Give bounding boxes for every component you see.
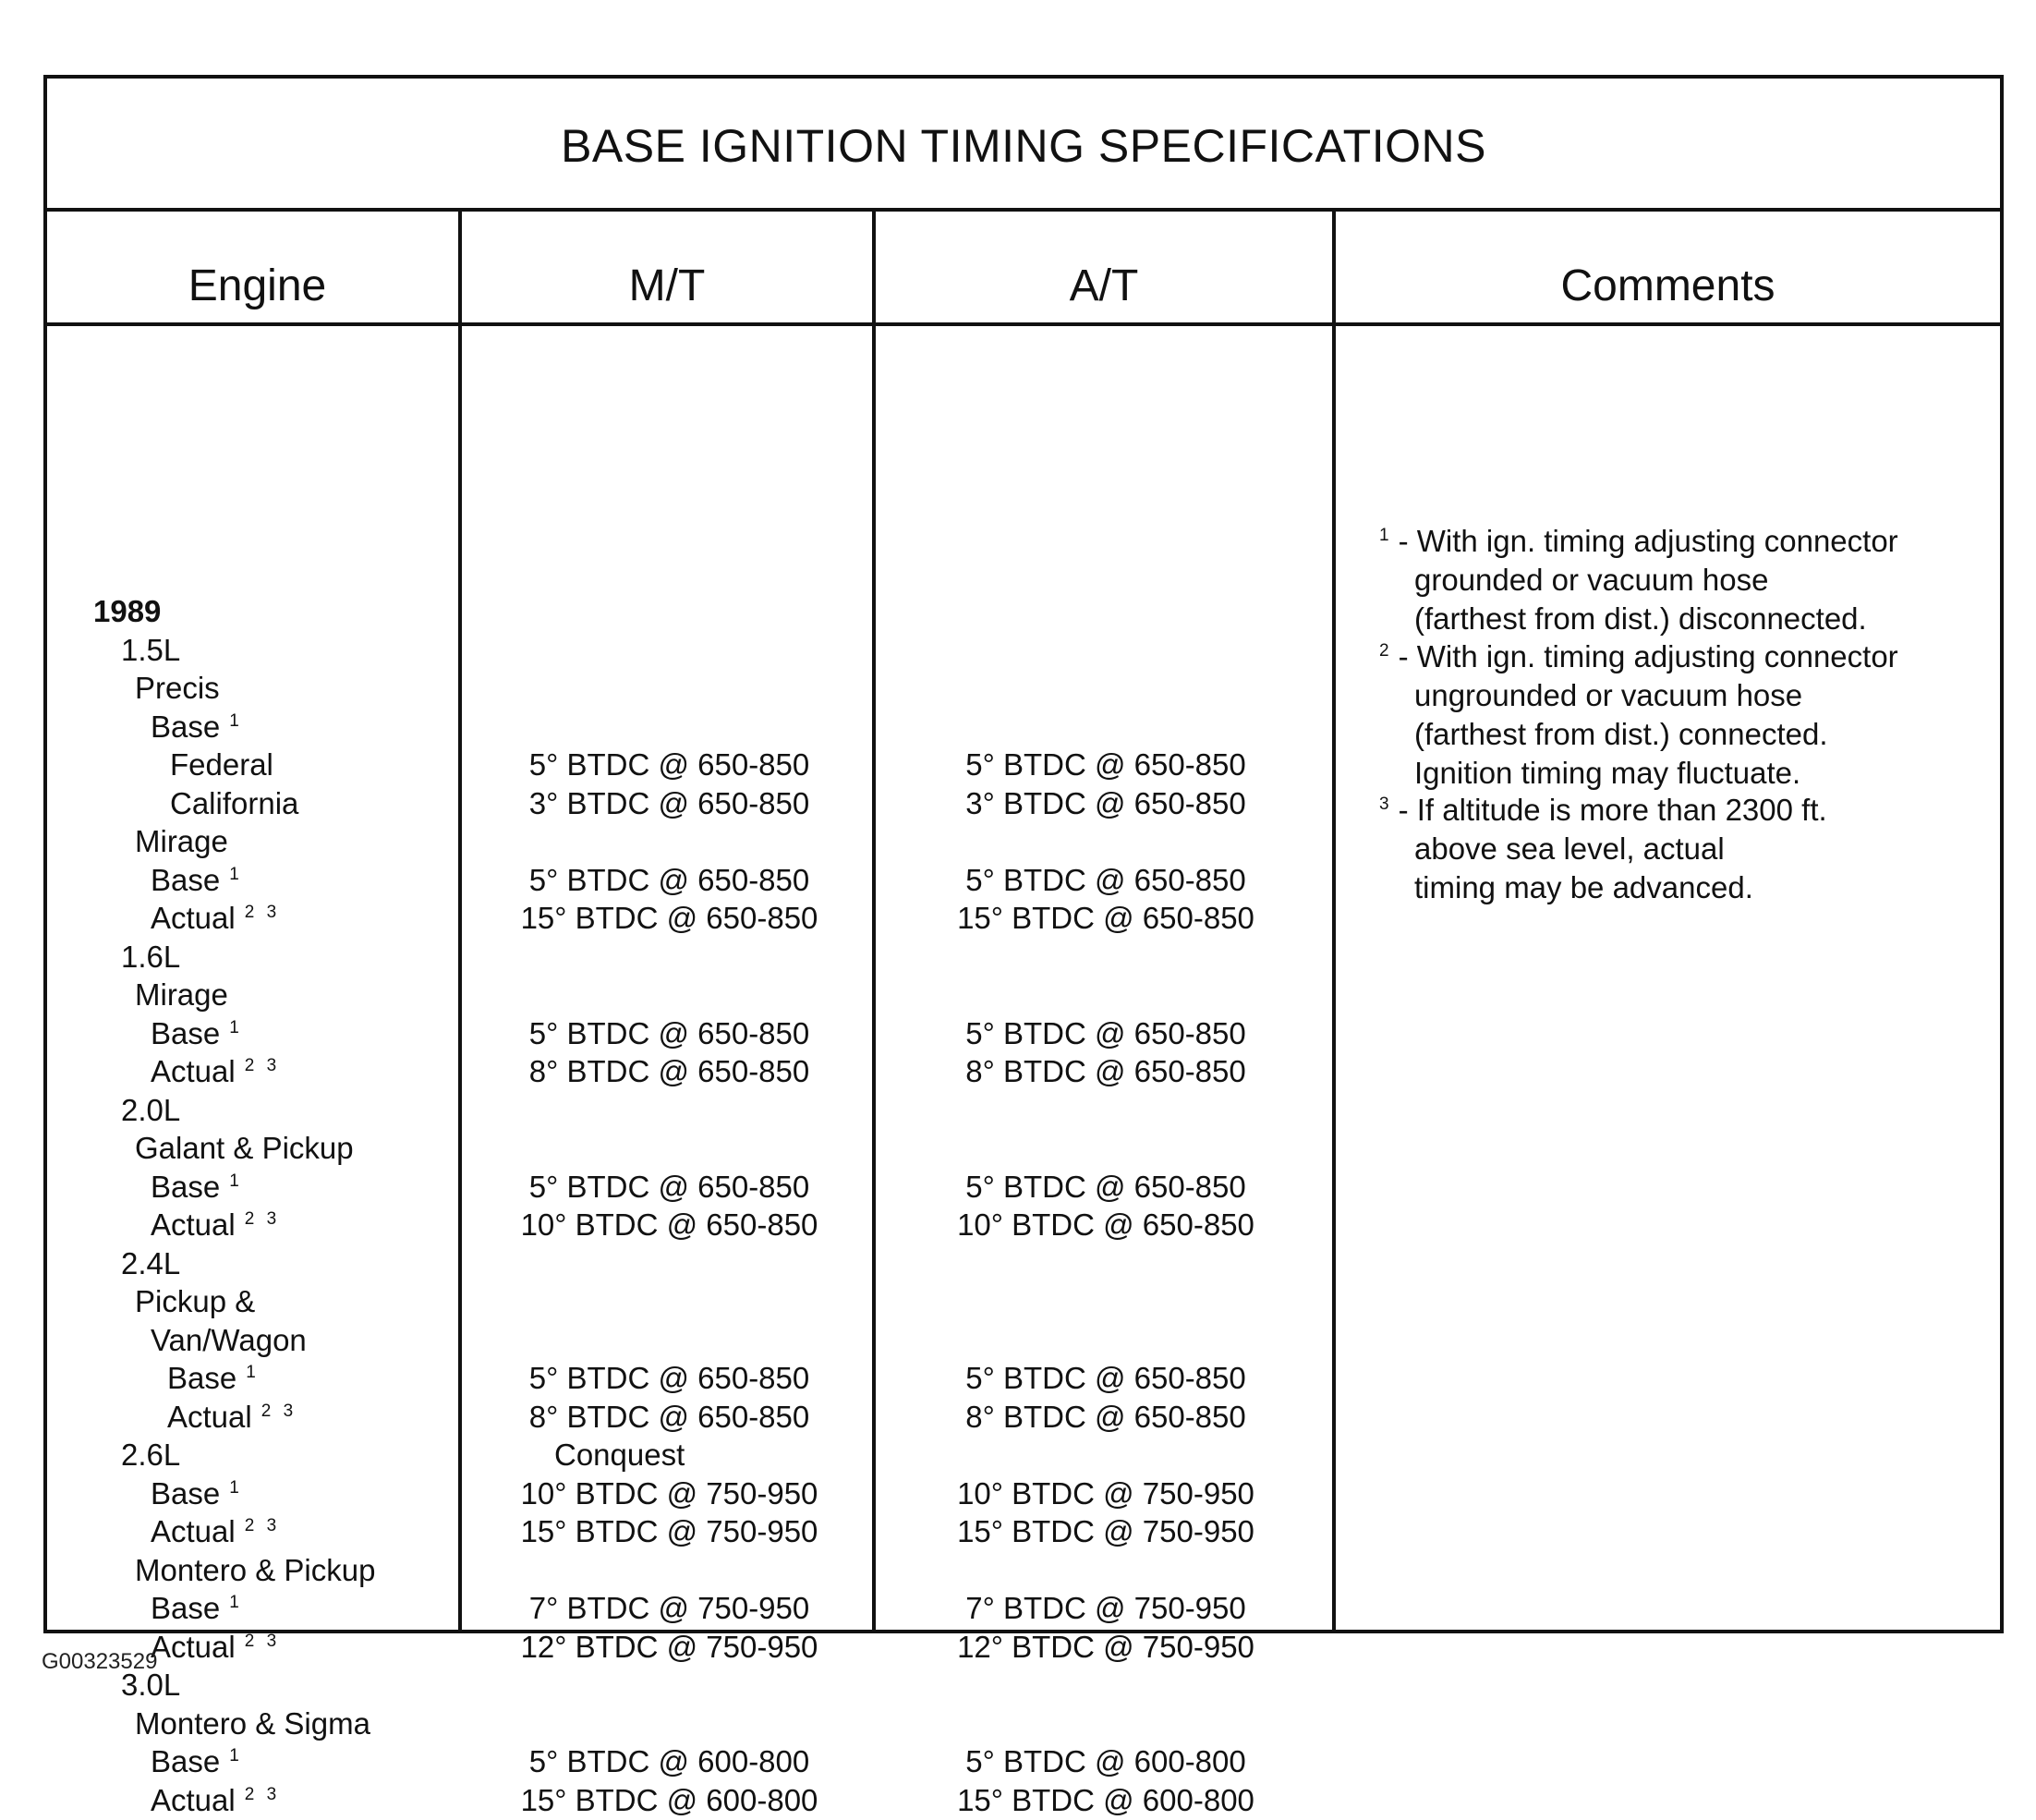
footnote-marker: 1 xyxy=(229,864,243,884)
mt-value: 8° BTDC @ 650-850 xyxy=(528,1399,810,1434)
footnote-marker: 1 xyxy=(229,710,243,731)
mt-value: 3° BTDC @ 650-850 xyxy=(528,785,810,820)
table-title: BASE IGNITION TIMING SPECIFICATIONS xyxy=(47,79,2000,212)
mt-value: 5° BTDC @ 650-850 xyxy=(528,862,810,897)
footnote xyxy=(1379,791,1827,907)
engine-label-text: Actual xyxy=(167,1399,252,1434)
mt-value: 5° BTDC @ 650-850 xyxy=(528,1169,810,1204)
footnote-line xyxy=(1379,791,1827,830)
engine-label-text: Base xyxy=(167,1361,237,1395)
engine-label-text: Base xyxy=(151,1591,221,1625)
footnote-marker: 2 3 xyxy=(261,1401,297,1421)
at-value: 5° BTDC @ 600-800 xyxy=(965,1744,1246,1778)
engine-row-label xyxy=(135,1705,370,1743)
footnote-marker: 1 xyxy=(229,1171,243,1191)
footnote-line: above sea level, actual xyxy=(1414,831,1725,866)
at-value: 3° BTDC @ 650-850 xyxy=(965,785,1246,820)
engine-row-label xyxy=(135,1129,354,1168)
footnote-line: grounded or vacuum hose xyxy=(1414,563,1769,597)
at-value: 5° BTDC @ 650-850 xyxy=(965,747,1246,782)
footnote-number: 2 xyxy=(1379,640,1389,661)
comments-header: Comments xyxy=(1336,212,2000,326)
mt-value: 15° BTDC @ 750-950 xyxy=(520,1514,818,1548)
footnote-marker: 2 3 xyxy=(244,1209,281,1229)
mt-header: M/T xyxy=(462,212,872,326)
at-value: 10° BTDC @ 750-950 xyxy=(957,1475,1254,1511)
footnote-text: - With ign. timing adjusting connector xyxy=(1398,638,1898,673)
engine-label-text: Actual xyxy=(151,1207,236,1242)
comments-column xyxy=(1336,212,2000,1630)
engine-label-text: Base xyxy=(151,1475,221,1511)
engine-row-label xyxy=(151,708,243,746)
engine-label-text: 1.5L xyxy=(121,632,181,667)
engine-label-text: Actual xyxy=(151,1514,236,1548)
engine-label-text: 2.6L xyxy=(121,1438,181,1472)
mt-column xyxy=(462,212,876,1817)
footnote-marker: 1 xyxy=(229,1477,243,1498)
engine-label-text: Base xyxy=(151,1744,221,1778)
engine-row-label xyxy=(135,976,228,1014)
engine-row-label xyxy=(151,1014,243,1053)
footnote xyxy=(1379,522,1898,638)
engine-row-label xyxy=(121,1091,180,1130)
engine-row-label xyxy=(135,1551,375,1590)
engine-row-label xyxy=(170,746,273,784)
footnote-text: - With ign. timing adjusting connector xyxy=(1398,524,1898,558)
at-column xyxy=(876,212,1336,1817)
at-value: 7° BTDC @ 750-950 xyxy=(965,1591,1246,1625)
engine-row-label xyxy=(151,1742,243,1781)
mt-value: 8° BTDC @ 650-850 xyxy=(528,1054,810,1088)
mt-value: Conquest xyxy=(554,1438,685,1472)
engine-label-text: 1.6L xyxy=(121,939,181,974)
engine-row-label xyxy=(93,592,161,631)
engine-label-text: Actual xyxy=(151,1629,236,1664)
engine-row-label xyxy=(167,1398,297,1437)
footnote-text: - If altitude is more than 2300 ft. xyxy=(1398,792,1827,827)
footnote-number: 3 xyxy=(1379,794,1389,814)
engine-row-label xyxy=(151,1512,280,1551)
engine-row-label xyxy=(151,899,280,938)
at-value: 5° BTDC @ 650-850 xyxy=(965,1169,1246,1204)
mt-value: 5° BTDC @ 650-850 xyxy=(528,1015,810,1050)
engine-row-label xyxy=(121,1436,180,1474)
footnote-line: timing may be advanced. xyxy=(1414,869,1753,904)
engine-row-label xyxy=(167,1359,260,1398)
footnote-line: Ignition timing may fluctuate. xyxy=(1414,755,1801,790)
mt-value: 12° BTDC @ 750-950 xyxy=(520,1629,818,1664)
engine-label-text: Base xyxy=(151,1015,221,1050)
footnote-line: (farthest from dist.) disconnected. xyxy=(1414,601,1867,636)
mt-value: 15° BTDC @ 600-800 xyxy=(520,1782,818,1817)
at-value: 5° BTDC @ 650-850 xyxy=(965,1015,1246,1050)
mt-value: 5° BTDC @ 650-850 xyxy=(528,1361,810,1395)
footnote-marker: 1 xyxy=(229,1593,243,1612)
mt-value: 10° BTDC @ 650-850 xyxy=(520,1207,818,1242)
engine-label-text: Montero & Sigma xyxy=(135,1705,370,1741)
engine-row-label xyxy=(151,1052,280,1091)
engine-row-label xyxy=(151,1206,280,1244)
engine-row-label xyxy=(151,1321,307,1360)
footnote-number: 1 xyxy=(1379,526,1389,545)
engine-label-text: 2.4L xyxy=(121,1245,181,1280)
engine-label-text: Federal xyxy=(170,747,273,782)
engine-row-label xyxy=(151,1628,280,1667)
engine-label-text: California xyxy=(170,785,299,820)
engine-row-label xyxy=(121,631,180,670)
engine-row-label xyxy=(151,1589,243,1628)
engine-label-text: 1989 xyxy=(93,594,162,628)
engine-label-text: Mirage xyxy=(135,824,228,858)
engine-row-label xyxy=(151,1781,280,1820)
engine-label-text: Mirage xyxy=(135,977,228,1012)
engine-label-text: Galant & Pickup xyxy=(135,1131,354,1165)
engine-row-label xyxy=(151,1474,243,1513)
at-value: 8° BTDC @ 650-850 xyxy=(965,1054,1246,1088)
at-value: 15° BTDC @ 600-800 xyxy=(957,1782,1254,1817)
engine-label-text: Montero & Pickup xyxy=(135,1552,376,1587)
engine-label-text: 2.0L xyxy=(121,1092,181,1127)
engine-row-label xyxy=(151,861,243,900)
footnote-marker: 1 xyxy=(246,1363,260,1382)
engine-label-text: Actual xyxy=(151,1782,236,1817)
engine-row-label xyxy=(151,1168,243,1207)
at-value: 5° BTDC @ 650-850 xyxy=(965,862,1246,897)
mt-value: 15° BTDC @ 650-850 xyxy=(520,901,818,935)
at-value: 8° BTDC @ 650-850 xyxy=(965,1399,1246,1434)
engine-label-text: Van/Wagon xyxy=(151,1322,307,1357)
footnote-marker: 1 xyxy=(229,1017,243,1037)
at-header: A/T xyxy=(876,212,1332,326)
mt-value: 7° BTDC @ 750-950 xyxy=(528,1591,810,1625)
engine-row-label xyxy=(121,938,180,977)
engine-label-text: Base xyxy=(151,1169,221,1204)
at-value: 15° BTDC @ 750-950 xyxy=(957,1514,1254,1548)
engine-label-text: Base xyxy=(151,862,221,897)
engine-label-text: Actual xyxy=(151,901,236,935)
at-value: 15° BTDC @ 650-850 xyxy=(957,901,1254,935)
footnote-line: (farthest from dist.) connected. xyxy=(1414,716,1828,751)
mt-value: 5° BTDC @ 600-800 xyxy=(528,1744,810,1778)
engine-row-label xyxy=(170,784,298,823)
engine-row-label xyxy=(135,669,220,708)
footnote-line: ungrounded or vacuum hose xyxy=(1414,677,1803,712)
footnote-marker: 1 xyxy=(229,1746,243,1765)
footnote-line xyxy=(1379,522,1898,561)
figure-code: G00323529 xyxy=(42,1649,158,1674)
footnote xyxy=(1379,637,1898,793)
at-value: 12° BTDC @ 750-950 xyxy=(957,1629,1254,1664)
engine-label-text: Pickup & xyxy=(135,1284,256,1318)
footnote-marker: 2 3 xyxy=(244,1784,281,1804)
engine-row-label xyxy=(135,1282,255,1321)
footnote-marker: 2 3 xyxy=(244,1516,281,1535)
mt-value: 5° BTDC @ 650-850 xyxy=(528,747,810,782)
engine-row-label xyxy=(135,822,228,861)
engine-header: Engine xyxy=(47,212,458,326)
footnote-line xyxy=(1379,637,1898,676)
footnote-marker: 2 3 xyxy=(244,1056,281,1075)
at-value: 10° BTDC @ 650-850 xyxy=(957,1207,1254,1242)
engine-label-text: 3.0L xyxy=(121,1668,181,1702)
mt-value: 10° BTDC @ 750-950 xyxy=(520,1475,818,1511)
engine-label-text: Precis xyxy=(135,671,220,705)
footnote-marker: 2 3 xyxy=(244,1631,281,1651)
engine-label-text: Actual xyxy=(151,1054,236,1088)
engine-row-label xyxy=(121,1244,180,1283)
at-value: 5° BTDC @ 650-850 xyxy=(965,1361,1246,1395)
engine-label-text: Base xyxy=(151,709,221,744)
footnote-marker: 2 3 xyxy=(244,903,281,922)
